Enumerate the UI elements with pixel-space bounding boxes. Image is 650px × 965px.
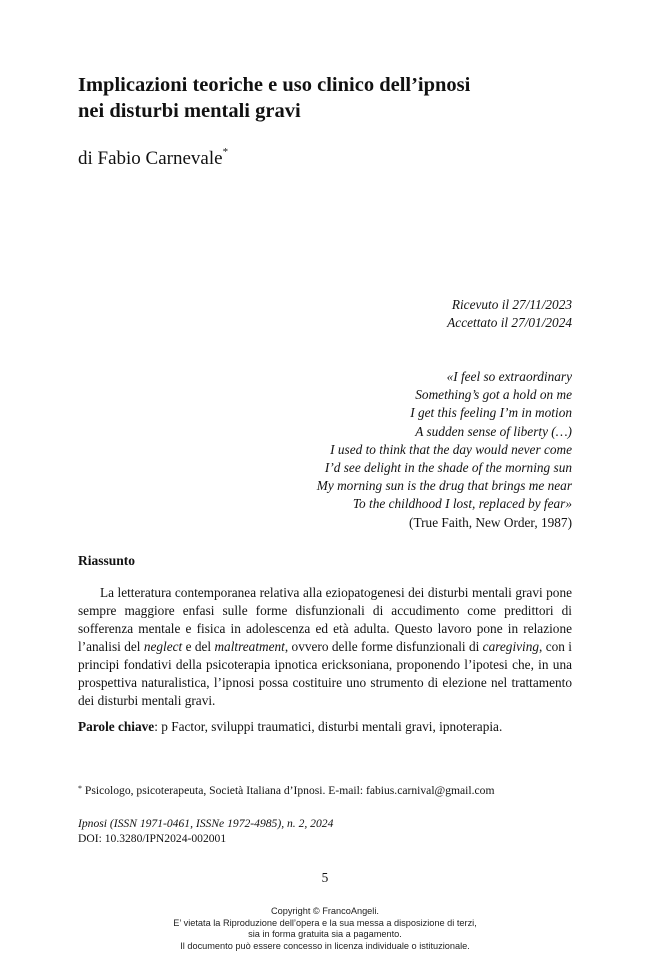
- copyright-line: sia in forma gratuita sia a pagamento.: [248, 929, 402, 939]
- journal-info: [78, 817, 333, 846]
- copyright-notice: [0, 906, 650, 952]
- article-title: [78, 72, 598, 124]
- accepted-date: Accettato il 27/01/2024: [447, 315, 572, 330]
- abstract-emphasis: caregiving: [482, 639, 540, 654]
- abstract-run: , ovvero delle forme disfunzionali di: [284, 639, 483, 654]
- page-number: 5: [321, 870, 329, 885]
- epigraph-line: My morning sun is the drug that brings me near: [316, 478, 572, 494]
- abstract-run: , con i principi fondativi della psicoterapia ipnotica ericksoniana, proponendo l’ipotesi che, in una prospettiva naturalistica, l’ipnosi possa costituire uno strumento di elezione nel trattamento dei disturbi mentali gravi.: [78, 639, 572, 708]
- journal-citation: Ipnosi (ISSN 1971-0461, ISSNe 1972-4985), n. 2, 2024: [78, 817, 334, 830]
- abstract-text: [78, 584, 572, 710]
- abstract-emphasis: neglect: [143, 639, 183, 654]
- epigraph-line: To the childhood I lost, replaced by fear»: [352, 496, 572, 512]
- epigraph-line: I get this feeling I’m in motion: [410, 405, 572, 421]
- title-line: nei disturbi mentali gravi: [78, 100, 301, 122]
- epigraph-line: I’d see delight in the shade of the morning sun: [324, 460, 572, 476]
- copyright-line: E’ vietata la Riproduzione dell’opera e la sua messa a disposizione di terzi,: [173, 917, 477, 928]
- author-name: di Fabio Carnevale: [78, 148, 223, 169]
- abstract-heading: Riassunto: [78, 553, 136, 568]
- copyright-line: Copyright © FrancoAngeli.: [271, 906, 379, 916]
- abstract-paragraph: [78, 584, 572, 710]
- epigraph-line: Something’s got a hold on me: [415, 387, 572, 403]
- author-footnote-marker: *: [222, 146, 229, 158]
- received-date: Ricevuto il 27/11/2023: [451, 297, 572, 312]
- abstract-run: e del: [182, 639, 215, 654]
- epigraph-line: «I feel so extraordinary: [446, 369, 572, 384]
- abstract-run: La letteratura contemporanea relativa alla eziopatogenesi dei disturbi mentali gravi pone sempre maggiore enfasi sulle forme disfunzionali di accudimento come predittori di sofferenza mentale e fisica in adolescenza ed età adulta. Questo lavoro pone in relazione l’analisi del: [78, 585, 572, 654]
- title-line: Implicazioni teoriche e uso clinico dell’ipnosi: [78, 74, 471, 96]
- author-line: [78, 148, 228, 170]
- footnote-marker: *: [78, 784, 82, 793]
- epigraph-source: (True Faith, New Order, 1987): [409, 514, 572, 530]
- keywords-line: [78, 719, 502, 735]
- epigraph: [317, 368, 572, 532]
- epigraph-line: A sudden sense of liberty (…): [415, 423, 572, 439]
- author-footnote: [78, 784, 578, 797]
- epigraph-line: I used to think that the day would never come: [330, 441, 572, 457]
- submission-dates: [447, 296, 572, 332]
- keywords-label: Parole chiave: [78, 719, 155, 734]
- doi: DOI: 10.3280/IPN2024-002001: [78, 831, 227, 845]
- copyright-line: Il documento può essere concesso in licenza individuale o istituzionale.: [180, 940, 470, 951]
- keywords-text: : p Factor, sviluppi traumatici, disturbi mentali gravi, ipnoterapia.: [154, 719, 503, 734]
- footnote-text: Psicologo, psicoterapeuta, Società Italiana d’Ipnosi. E-mail: fabius.carnival@gmail.com: [82, 784, 495, 797]
- abstract-emphasis: maltreatment: [214, 639, 285, 654]
